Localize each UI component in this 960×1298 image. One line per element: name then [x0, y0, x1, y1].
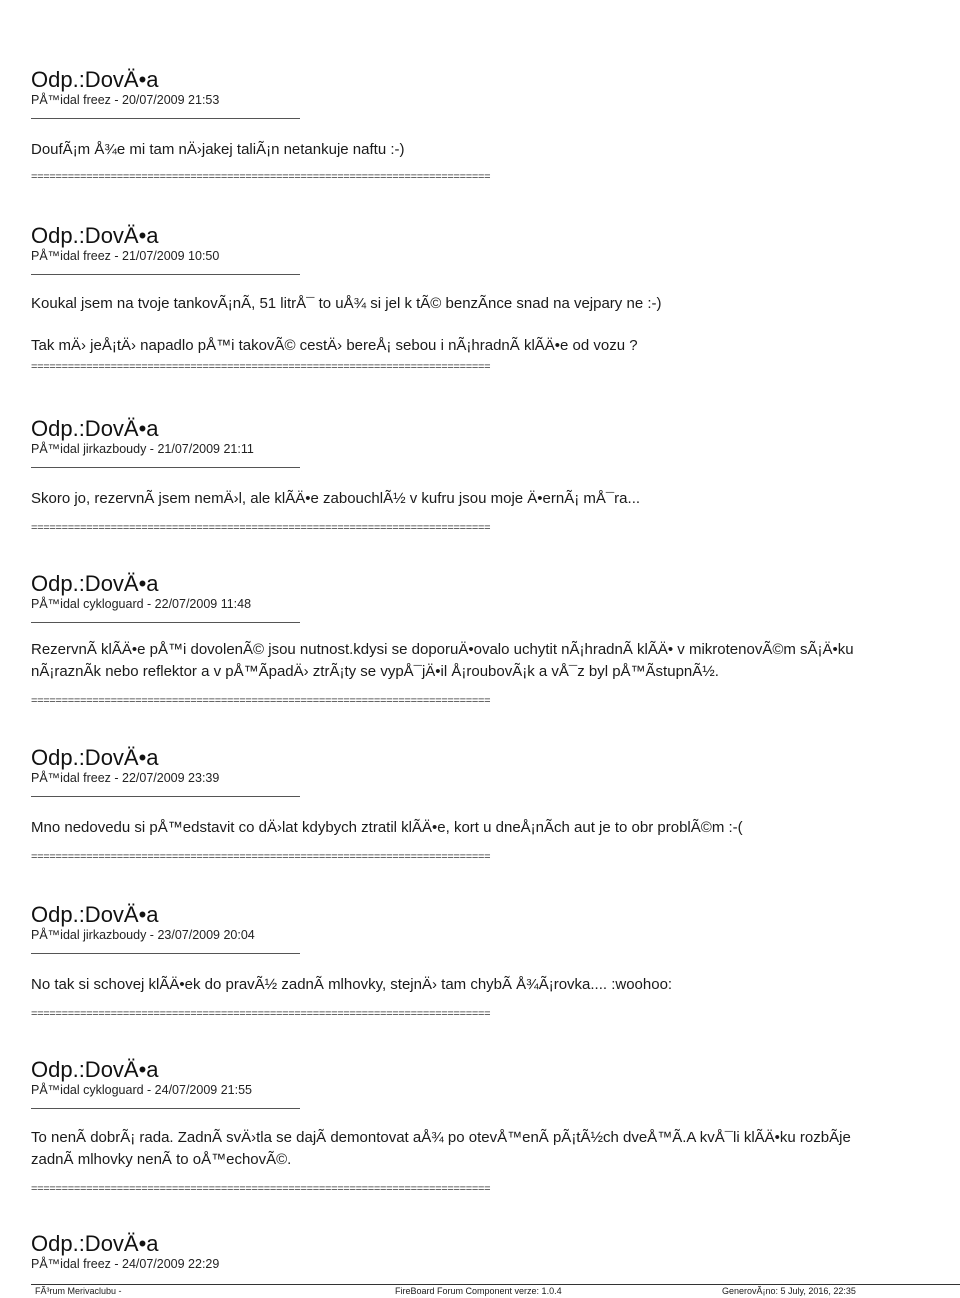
page-footer — [31, 1284, 960, 1298]
post-meta: PÅ™idal freez - 24/07/2009 22:29 — [31, 1257, 220, 1271]
post-paragraph: Skoro jo, rezervnÃ jsem nemÄ›l, ale klÃÄ•e zabouchlÃ½ v kufru jsou moje Ä•ernÃ¡ mÅ¯ra... — [31, 490, 641, 507]
footer-component: FireBoard Forum Component verze: 1.0.4 — [395, 1286, 562, 1296]
separator: =========================================================================== — [31, 1008, 491, 1020]
post-title: Odp.:DovÄ•a — [31, 571, 159, 596]
post — [31, 903, 960, 1020]
post — [31, 572, 960, 707]
post-paragraph: DoufÃ¡m Å¾e mi tam nÄ›jakej taliÃ¡n netankuje naftu :-) — [31, 141, 405, 158]
footer-generated: GenerovÃ¡no: 5 July, 2016, 22:35 — [722, 1286, 856, 1296]
post-meta: PÅ™idal freez - 20/07/2009 21:53 — [31, 93, 220, 107]
divider — [31, 467, 300, 468]
post-body — [31, 817, 960, 839]
post-paragraph: Mno nedovedu si pÅ™edstavit co dÄ›lat kdybych ztratil klÃÄ•e, kort u dneÅ¡nÃch aut je to obr problÃ©m :-( — [31, 819, 743, 836]
post — [31, 417, 960, 534]
post-title: Odp.:DovÄ•a — [31, 745, 159, 770]
post-meta: PÅ™idal cykloguard - 24/07/2009 21:55 — [31, 1083, 252, 1097]
post — [31, 1058, 960, 1195]
post-meta: PÅ™idal freez - 21/07/2009 10:50 — [31, 249, 220, 263]
separator: =========================================================================== — [31, 171, 491, 183]
post-paragraph: zadnÃ mlhovky nenÃ to oÅ™echovÃ©. — [31, 1151, 292, 1168]
divider — [31, 796, 300, 797]
divider — [31, 1108, 300, 1109]
separator: =========================================================================== — [31, 361, 491, 373]
footer-site-name: FÃ³rum Merivaclubu - — [35, 1286, 122, 1296]
post-title: Odp.:DovÄ•a — [31, 902, 159, 927]
post-title: Odp.:DovÄ•a — [31, 416, 159, 441]
post-paragraph: Tak mÄ› jeÅ¡tÄ› napadlo pÅ™i takovÃ© cestÄ› bereÅ¡ sebou i nÃ¡hradnÃ klÃÄ•e od vozu ? — [31, 337, 638, 354]
post-body — [31, 974, 960, 996]
post-body — [31, 1127, 960, 1171]
post-meta: PÅ™idal freez - 22/07/2009 23:39 — [31, 771, 220, 785]
post-paragraph: nÃ¡raznÃk nebo reflektor a v pÅ™ÃpadÄ› ztrÃ¡ty se vypÅ¯jÄ•il Å¡roubovÃ¡k a vÅ¯z byl pÅ™ÃstupnÃ½. — [31, 663, 719, 680]
post — [31, 1232, 960, 1272]
post — [31, 224, 960, 373]
post-title: Odp.:DovÄ•a — [31, 67, 159, 92]
post-paragraph: To nenÃ dobrÃ¡ rada. ZadnÃ svÄ›tla se dajÃ demontovat aÅ¾ po otevÅ™enÃ pÃ¡tÃ½ch dveÅ™Ã.A kvÅ¯li klÃÄ•ku rozbÃje — [31, 1129, 851, 1146]
divider — [31, 118, 300, 119]
post-body — [31, 293, 960, 357]
post-body — [31, 139, 960, 161]
post-paragraph: No tak si schovej klÃÄ•ek do pravÃ½ zadnÃ mlhovky, stejnÄ› tam chybÃ Å¾Ã¡rovka.... :woohoo: — [31, 976, 673, 993]
post-paragraph: Koukal jsem na tvoje tankovÃ¡nÃ, 51 litrÅ¯ to uÅ¾ si jel k tÃ© benzÃnce snad na vejpary ne :-) — [31, 295, 662, 312]
post — [31, 68, 960, 183]
separator: =========================================================================== — [31, 1183, 491, 1195]
separator: =========================================================================== — [31, 522, 491, 534]
post-title: Odp.:DovÄ•a — [31, 1231, 159, 1256]
post-meta: PÅ™idal jirkazboudy - 23/07/2009 20:04 — [31, 928, 255, 942]
divider — [31, 274, 300, 275]
divider — [31, 953, 300, 954]
post-title: Odp.:DovÄ•a — [31, 1057, 159, 1082]
post-body — [31, 488, 960, 510]
post-title: Odp.:DovÄ•a — [31, 223, 159, 248]
post — [31, 746, 960, 863]
post-body — [31, 639, 960, 683]
post-meta: PÅ™idal cykloguard - 22/07/2009 11:48 — [31, 597, 252, 611]
post-paragraph: RezervnÃ klÃÄ•e pÅ™i dovolenÃ© jsou nutnost.kdysi se doporuÄ•ovalo uchytit nÃ¡hradnÃ klÃÄ• v mikrotenovÃ©m sÃ¡Ä•ku — [31, 641, 854, 658]
separator: =========================================================================== — [31, 851, 491, 863]
divider — [31, 622, 300, 623]
separator: =========================================================================== — [31, 695, 491, 707]
post-meta: PÅ™idal jirkazboudy - 21/07/2009 21:11 — [31, 442, 254, 456]
